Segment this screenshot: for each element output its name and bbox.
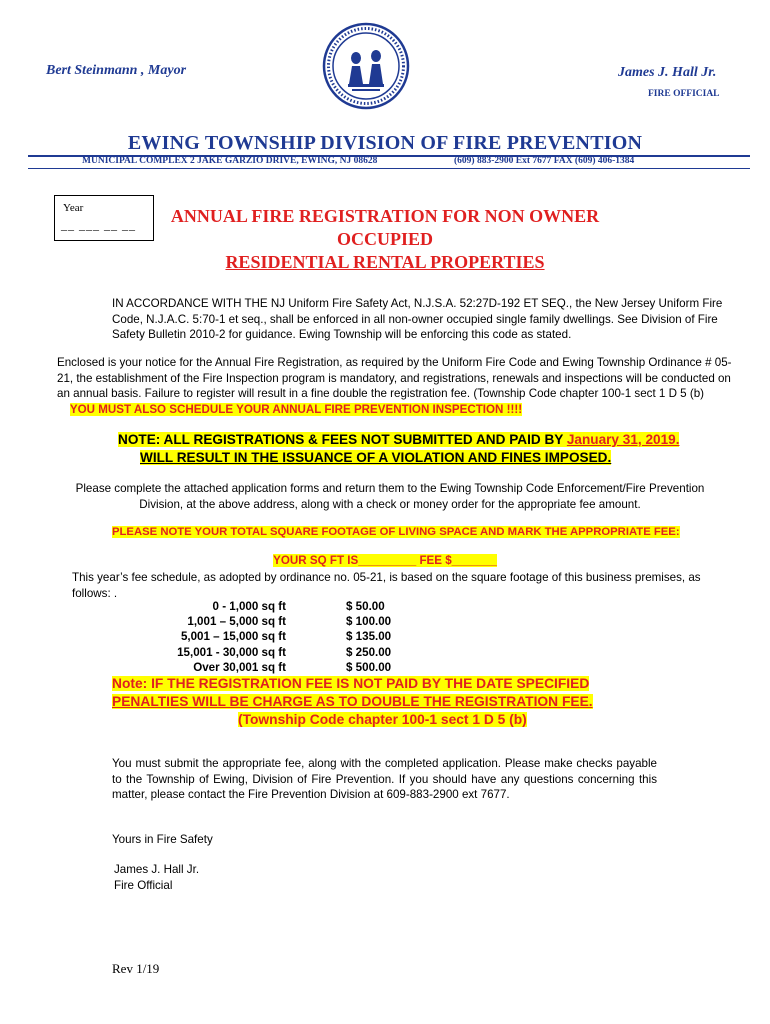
title-line-3: RESIDENTIAL RENTAL PROPERTIES — [225, 252, 545, 272]
title-line-1: ANNUAL FIRE REGISTRATION FOR NON OWNER — [170, 206, 600, 226]
fire-official-title: FIRE OFFICIAL — [648, 89, 720, 99]
signer-title: Fire Official — [114, 879, 173, 892]
mayor-name: Bert Steinmann , Mayor — [46, 63, 187, 78]
sqft-fee-field[interactable]: YOUR SQ FT IS_________ FEE $_______ — [273, 554, 497, 567]
fee-amount: $ 100.00 — [346, 615, 392, 629]
fire-official-name: James J. Hall Jr. — [618, 65, 717, 80]
sqft-fee-line[interactable] — [0, 554, 770, 567]
fee-range: 15,001 - 30,000 sq ft — [177, 645, 286, 659]
note-line-1: NOTE: ALL REGISTRATIONS & FEES NOT SUBMITTED AND PAID BY — [118, 432, 567, 447]
address-line: MUNICIPAL COMPLEX 2 JAKE GARZIO DRIVE, EWING, NJ 08628 — [82, 156, 378, 166]
penalty-note — [112, 675, 593, 729]
signer-name: James J. Hall Jr. — [114, 863, 200, 876]
penalty-line-2: PENALTIES WILL BE CHARGE AS TO DOUBLE THE REGISTRATION FEE. — [112, 694, 593, 709]
header-rule-bottom — [28, 168, 750, 169]
signature-block — [114, 862, 199, 894]
fee-amount: $ 50.00 — [346, 600, 385, 613]
fee-amount: $ 135.00 — [346, 630, 392, 644]
act-paragraph: IN ACCORDANCE WITH THE NJ Uniform Fire Safety Act, N.J.S.A. 52:27D-192 ET SEQ., the New Jersey Uniform Fire Code, N.J.A.C. 5:70-1 et seq., shall be enforced in all non-owner occupied single family dwellings. See Division of Fire Safety Bulletin 2010-2 for guidance. Ewing Township will be enforcing this code as stated. — [112, 297, 723, 342]
fee-range: 5,001 – 15,000 sq ft — [180, 630, 286, 644]
payment-paragraph: You must submit the appropriate fee, along with the completed application. Please make checks payable to the Township of Ewing, Division of Fire Prevention. If you should have any questions concerning this matter, please contact the Fire Prevention Division at 609-883-2900 ext 7677. — [112, 757, 657, 802]
phone-fax-line: (609) 883-2900 Ext 7677 FAX (609) 406-1384 — [454, 156, 635, 166]
deadline-note — [118, 431, 679, 467]
document-title — [130, 205, 640, 274]
penalty-line-1: Note: IF THE REGISTRATION FEE IS NOT PAID BY THE DATE SPECIFIED — [112, 676, 590, 691]
year-label: Year — [63, 202, 84, 214]
instructions-paragraph: Please complete the attached application forms and return them to the Ewing Township Code Enforcement/Fire Prevention Division, at the above address, along with a check or money order for the appropriate fee amount. — [75, 482, 705, 511]
fee-amount: $ 500.00 — [346, 660, 392, 674]
revision-label: Rev 1/19 — [112, 961, 160, 976]
penalty-code: (Township Code chapter 100-1 sect 1 D 5 (b) — [238, 712, 527, 727]
fee-range: 1,001 – 5,000 sq ft — [187, 615, 286, 629]
township-seal-icon — [322, 22, 410, 110]
fee-schedule-intro: This year’s fee schedule, as adopted by ordinance no. 05-21, is based on the square footage of this business premises, as follows: . — [72, 571, 701, 600]
closing-line: Yours in Fire Safety — [112, 833, 213, 846]
fee-range: Over 30,001 sq ft — [193, 660, 286, 674]
fee-amount: $ 250.00 — [346, 645, 392, 659]
fee-range: 0 - 1,000 sq ft — [212, 600, 286, 613]
note-line-2: WILL RESULT IN THE ISSUANCE OF A VIOLATION AND FINES IMPOSED. — [140, 450, 612, 465]
organization-title: EWING TOWNSHIP DIVISION OF FIRE PREVENTION — [127, 132, 643, 154]
inspection-highlight: YOU MUST ALSO SCHEDULE YOUR ANNUAL FIRE PREVENTION INSPECTION !!!! — [69, 402, 523, 416]
note-deadline: January 31, 2019. — [566, 432, 680, 447]
notice-paragraph — [57, 355, 737, 417]
title-line-2: OCCUPIED — [336, 229, 433, 249]
year-blank-field[interactable]: __ ___ __ __ — [61, 218, 136, 232]
notice-text: Enclosed is your notice for the Annual Fire Registration, as required by the Uniform Fire Code and Ewing Township Ordinance # 05-21, the establishment of the Fire Inspection program is mandatory, and registrations, renewals and inspections will be conducted on an annual basis. Failure to register will result in a fine double the registration fee. (Township Code chapter 100-1 sect 1 D 5 (b) — [57, 356, 732, 401]
sqft-note: PLEASE NOTE YOUR TOTAL SQUARE FOOTAGE OF LIVING SPACE AND MARK THE APPROPRIATE FEE: — [112, 526, 680, 538]
